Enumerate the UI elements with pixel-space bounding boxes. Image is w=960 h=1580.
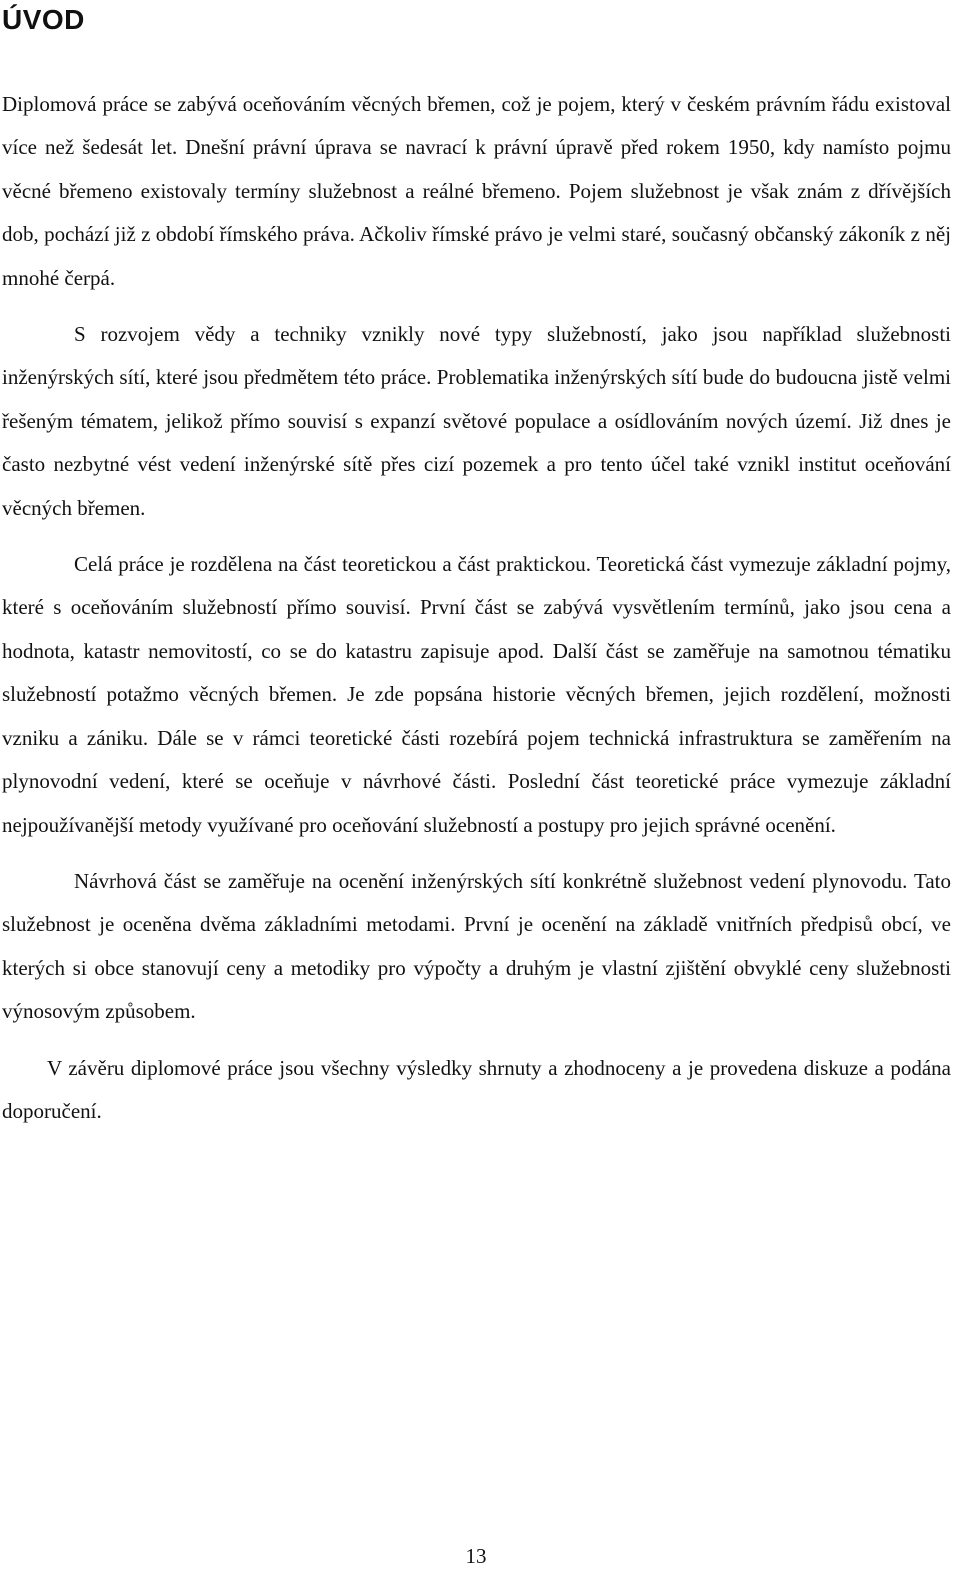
paragraph-2: S rozvojem vědy a techniky vznikly nové typy služebností, jako jsou například služebnosti inženýrských sítí, které jsou předmětem této práce. Problematika inženýrských sítí bude do budoucna jistě velmi řešeným tématem, jelikož přímo souvisí s expanzí světové populace a osídlováním nových území. Již dnes je často nezbytné vést vedení inženýrské sítě přes cizí pozemek a pro tento účel také vznikl institut oceňování věcných břemen. <box>2 322 951 520</box>
page-number: 13 <box>465 1544 487 1568</box>
paragraph-3: Celá práce je rozdělena na část teoretickou a část praktickou. Teoretická část vymezuje základní pojmy, které s oceňováním služebností přímo souvisí. První část se zabývá vysvětlením termínů, jako jsou cena a hodnota, katastr nemovitostí, co se do katastru zapisuje apod. Další část se zaměřuje na samotnou tématiku služebností potažmo věcných břemen. Je zde popsána historie věcných břemen, jejich rozdělení, možnosti vzniku a zániku. Dále se v rámci teoretické části rozebírá pojem technická infrastruktura se zaměřením na plynovodní vedení, které se oceňuje v návrhové části. Poslední část teoretické práce vymezuje základní nejpoužívanější metody využívané pro oceňování služebností a postupy pro jejich správné ocenění. <box>2 552 951 837</box>
body-text <box>2 83 951 1146</box>
paragraph-4: Návrhová část se zaměřuje na ocenění inženýrských sítí konkrétně služebnost vedení plynovodu. Tato služebnost je oceněna dvěma základními metodami. První je ocenění na základě vnitřních předpisů obcí, ve kterých si obce stanovují ceny a metodiky pro výpočty a druhým je vlastní zjištění obvyklé ceny služebnosti výnosovým způsobem. <box>2 868 951 1024</box>
section-heading: ÚVOD <box>2 4 85 35</box>
paragraph-5: V závěru diplomové práce jsou všechny výsledky shrnuty a zhodnoceny a je provedena diskuze a podána doporučení. <box>2 1055 951 1123</box>
paragraph-1: Diplomová práce se zabývá oceňováním věcných břemen, což je pojem, který v českém právním řádu existoval více než šedesát let. Dnešní právní úprava se navrací k právní úpravě před rokem 1950, kdy namísto pojmu věcné břemeno existovaly termíny služebnost a reálné břemeno. Pojem služebnost je však znám z dřívějších dob, pochází již z období římského práva. Ačkoliv římské právo je velmi staré, současný občanský zákoník z něj mnohé čerpá. <box>2 92 951 290</box>
